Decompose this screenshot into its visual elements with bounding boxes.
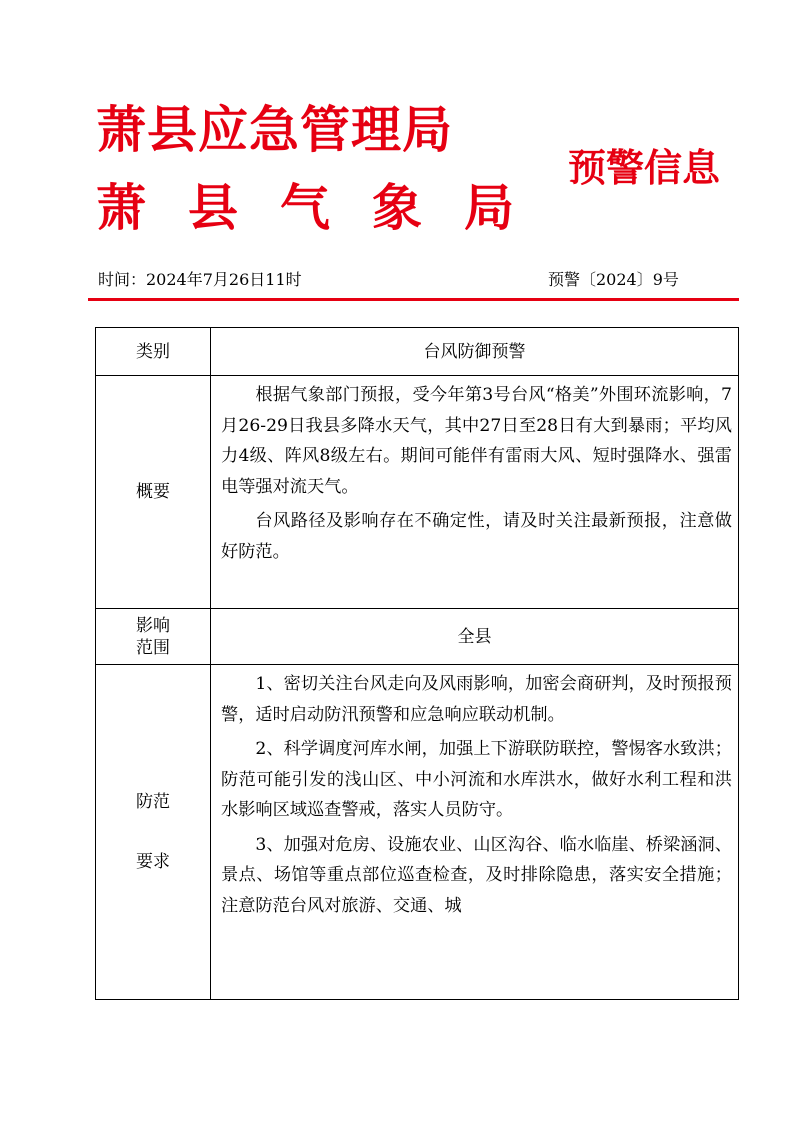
document-type-title: 预警信息	[568, 145, 721, 190]
category-value: 台风防御预警	[211, 328, 739, 376]
requirements-label-line2: 要求	[136, 852, 170, 872]
scope-label-line1: 影响	[136, 615, 170, 636]
warning-table	[95, 327, 739, 1000]
requirement-item: 1、密切关注台风走向及风雨影响，加密会商研判，及时预报预警，适时启动防汛预警和应急响应联动机制。	[221, 674, 732, 725]
table-row-summary	[96, 376, 739, 609]
requirement-item: 2、科学调度河库水闸，加强上下游联防联控，警惕客水致洪；防范可能引发的浅山区、中小河流和水库洪水，做好水利工程和洪水影响区域巡查警戒，落实人员防守。	[221, 739, 732, 820]
summary-content	[211, 376, 739, 609]
summary-label: 概要	[96, 376, 211, 609]
issue-time: 时间：2024年7月26日11时	[98, 270, 302, 289]
category-label: 类别	[96, 328, 211, 376]
scope-value: 全县	[211, 609, 739, 665]
document-number: 预警〔2024〕9号	[548, 270, 679, 289]
red-divider-line	[88, 298, 739, 301]
requirements-label-line1: 防范	[136, 792, 170, 812]
requirement-item: 3、加强对危房、设施农业、山区沟谷、临水临崖、桥梁涵洞、景点、场馆等重点部位巡查检查，及时排除隐患，落实安全措施；注意防范台风对旅游、交通、城	[221, 834, 732, 916]
table-row-requirements	[96, 665, 739, 1000]
org-name-meteorology: 萧县气象局	[96, 178, 556, 237]
summary-paragraph: 台风路径及影响存在不确定性，请及时关注最新预报，注意做好防范。	[221, 511, 732, 562]
scope-label	[96, 609, 211, 665]
summary-paragraph: 根据气象部门预报，受今年第3号台风“格美”外围环流影响，7月26-29日我县多降水天气，其中27日至28日有大到暴雨；平均风力4级、阵风8级左右。期间可能伴有雷雨大风、短时强降水、强雷电等强对流天气。	[221, 385, 732, 497]
requirements-label	[96, 665, 211, 1000]
org-name-emergency: 萧县应急管理局	[96, 100, 453, 159]
requirements-content	[211, 665, 739, 1000]
scope-label-line2: 范围	[136, 637, 170, 658]
table-row-scope	[96, 609, 739, 665]
table-row-category	[96, 328, 739, 376]
